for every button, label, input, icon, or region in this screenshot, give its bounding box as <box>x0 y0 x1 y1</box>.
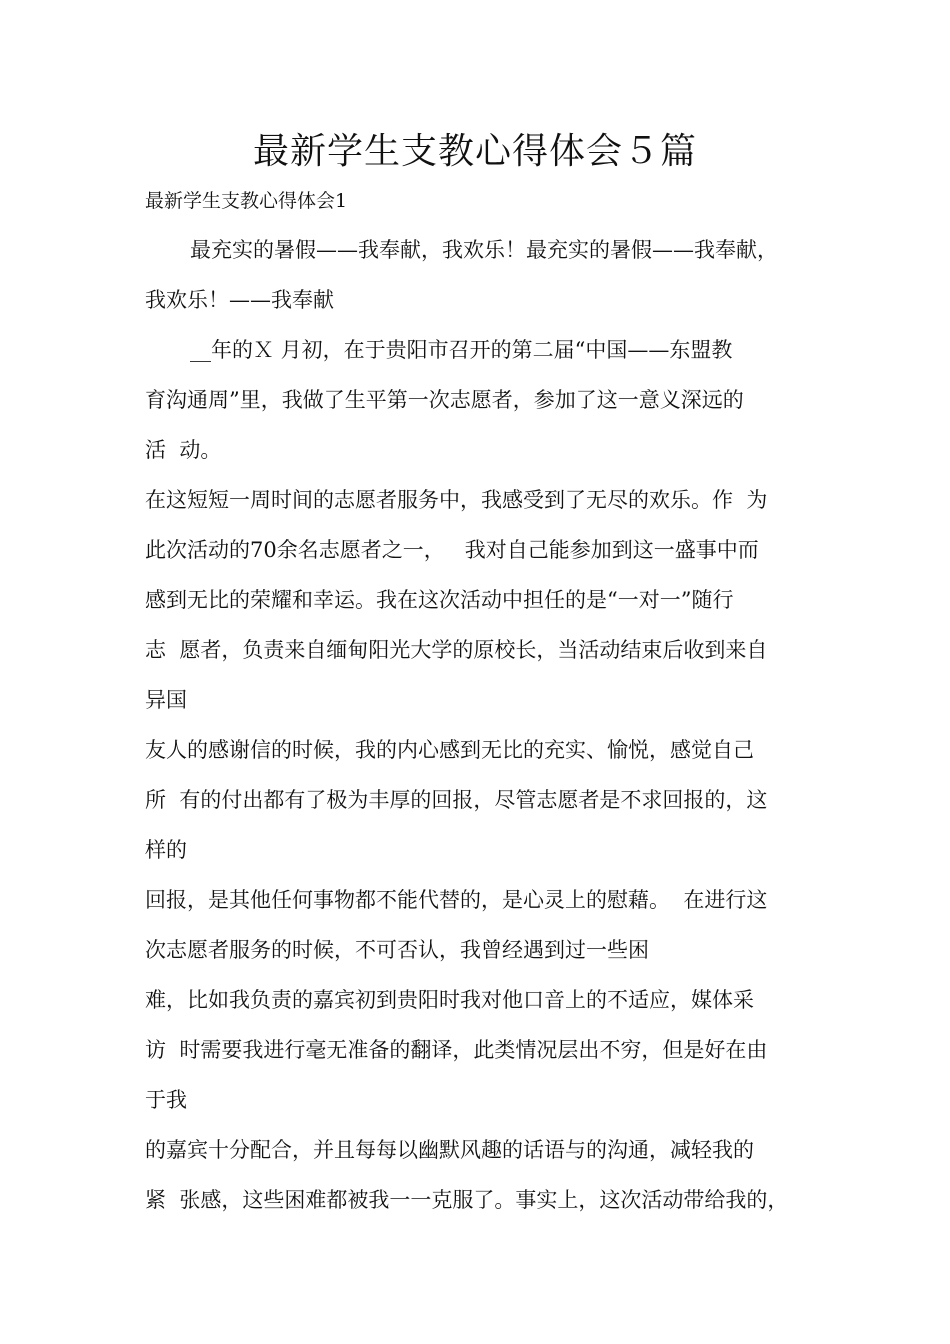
text-line: 于我 <box>145 1088 187 1112</box>
text-line: 回报，是其他任何事物都不能代替的，是心灵上的慰藉。 在进行这 <box>145 888 768 912</box>
text-line: 志 愿者，负责来自缅甸阳光大学的原校长，当活动结束后收到来自 <box>145 638 768 662</box>
text-line: 访 时需要我进行毫无准备的翻译，此类情况层出不穷，但是好在由 <box>145 1038 768 1062</box>
text-line: 在这短短一周时间的志愿者服务中，我感受到了无尽的欢乐。作 为 <box>145 488 768 512</box>
document-title: 最新学生支教心得体会５篇 <box>252 131 697 172</box>
text-line: 感到无比的荣耀和幸运。我在这次活动中担任的是“一对一”随行 <box>145 588 734 612</box>
text-line: 此次活动的70余名志愿者之一， 我对自己能参加到这一盛事中而 <box>145 538 759 562</box>
text-line: 最充实的暑假——我奉献，我欢乐！最充实的暑假——我奉献， <box>190 238 778 262</box>
text-line: 我欢乐！——我奉献 <box>145 288 334 312</box>
section-heading: 最新学生支教心得体会1 <box>145 190 348 212</box>
text-line: __年的Ｘ 月初，在于贵阳市召开的第二届“中国——东盟教 <box>190 338 733 362</box>
text-line: 育沟通周”里，我做了生平第一次志愿者，参加了这一意义深远的 <box>145 388 744 412</box>
text-line: 异国 <box>145 688 187 712</box>
text-line: 所 有的付出都有了极为丰厚的回报，尽管志愿者是不求回报的，这 <box>145 788 768 812</box>
text-line: 的嘉宾十分配合，并且每每以幽默风趣的话语与的沟通，减轻我的 <box>145 1138 754 1162</box>
text-line: 友人的感谢信的时候，我的内心感到无比的充实、愉悦，感觉自己 <box>145 738 754 762</box>
text-line: 活 动。 <box>145 438 222 462</box>
text-line: 样的 <box>145 838 187 862</box>
text-line: 紧 张感，这些困难都被我一一克服了。事实上，这次活动带给我的， <box>145 1188 789 1212</box>
text-line: 难，比如我负责的嘉宾初到贵阳时我对他口音上的不适应，媒体采 <box>145 988 754 1012</box>
text-line: 次志愿者服务的时候，不可否认，我曾经遇到过一些困 <box>145 938 649 962</box>
